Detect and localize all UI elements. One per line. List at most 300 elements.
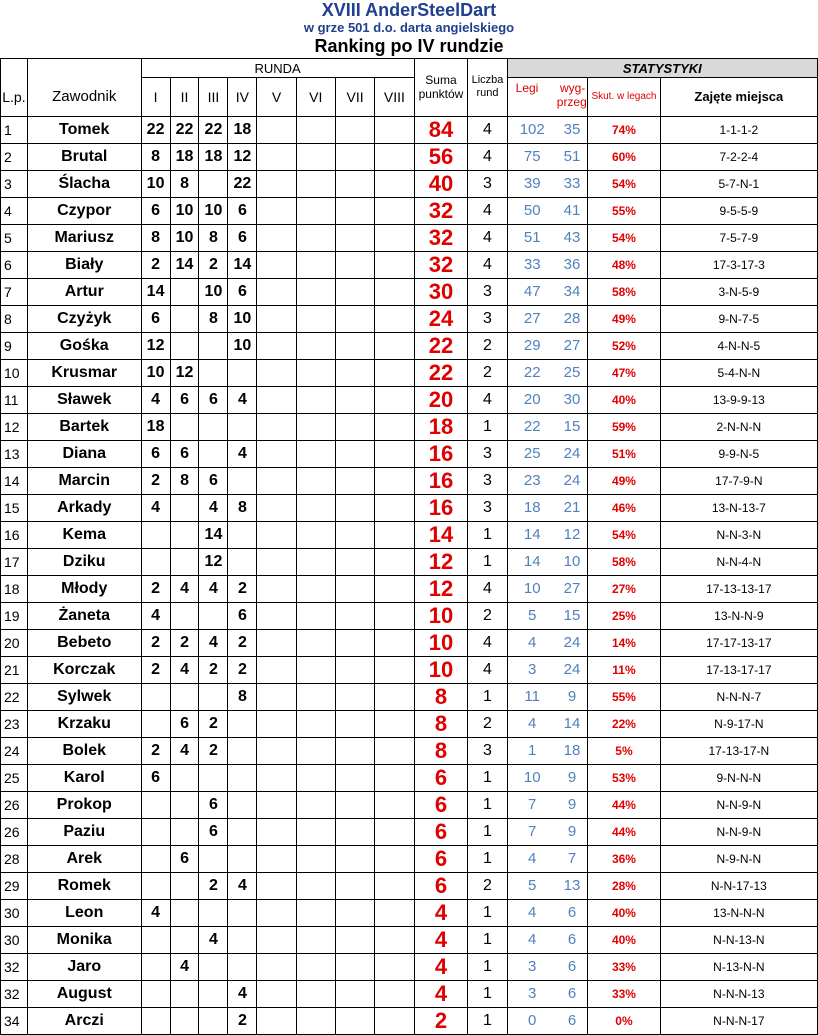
leg-efficiency: 59% (588, 413, 660, 440)
przeg-label: przeg (556, 95, 587, 109)
round-score-5 (257, 899, 296, 926)
round-score-5 (257, 467, 296, 494)
round-score-7 (335, 467, 374, 494)
points-sum: 8 (414, 683, 468, 710)
round-score-4: 2 (228, 575, 257, 602)
round-score-8 (375, 710, 414, 737)
round-score-4: 6 (228, 224, 257, 251)
table-row (1, 683, 818, 710)
table-row (1, 305, 818, 332)
round-score-2: 6 (170, 710, 199, 737)
round-score-6 (296, 359, 335, 386)
round-score-2: 4 (170, 737, 199, 764)
player-name: Leon (27, 899, 141, 926)
leg-efficiency: 33% (588, 953, 660, 980)
points-sum: 16 (414, 467, 468, 494)
round-score-2: 10 (170, 224, 199, 251)
round-score-7 (335, 440, 374, 467)
rounds-count: 3 (468, 440, 507, 467)
round-score-2 (170, 764, 199, 791)
round-score-4: 10 (228, 305, 257, 332)
round-score-7 (335, 872, 374, 899)
legs-won: 22 (507, 413, 557, 440)
round-score-6 (296, 710, 335, 737)
rounds-count: 1 (468, 899, 507, 926)
places-taken: 13-N-N-N (660, 899, 817, 926)
legs-lost: 24 (557, 629, 588, 656)
player-name: Arczi (27, 1007, 141, 1034)
round-score-2: 6 (170, 440, 199, 467)
round-score-8 (375, 305, 414, 332)
places-taken: N-N-9-N (660, 818, 817, 845)
legs-won: 7 (507, 791, 557, 818)
places-taken: 13-9-9-13 (660, 386, 817, 413)
leg-efficiency: 27% (588, 575, 660, 602)
leg-efficiency: 36% (588, 845, 660, 872)
table-row (1, 197, 818, 224)
round-score-2 (170, 818, 199, 845)
round-score-7 (335, 224, 374, 251)
round-score-8 (375, 143, 414, 170)
leg-efficiency: 28% (588, 872, 660, 899)
round-score-7 (335, 818, 374, 845)
round-score-1: 10 (141, 170, 170, 197)
legs-lost: 9 (557, 791, 588, 818)
round-score-6 (296, 467, 335, 494)
round-score-4: 8 (228, 683, 257, 710)
row-lp: 26 (1, 818, 28, 845)
round-score-5 (257, 440, 296, 467)
leg-efficiency: 11% (588, 656, 660, 683)
row-lp: 30 (1, 899, 28, 926)
round-score-5 (257, 116, 296, 143)
places-taken: N-N-17-13 (660, 872, 817, 899)
round-score-7 (335, 602, 374, 629)
round-score-3: 4 (199, 575, 228, 602)
table-row (1, 872, 818, 899)
points-sum: 6 (414, 764, 468, 791)
table-row (1, 170, 818, 197)
table-row (1, 926, 818, 953)
round-score-4 (228, 791, 257, 818)
row-lp: 22 (1, 683, 28, 710)
legs-lost: 6 (557, 926, 588, 953)
player-name: Karol (27, 764, 141, 791)
table-row (1, 494, 818, 521)
round-score-2: 4 (170, 953, 199, 980)
round-score-7 (335, 359, 374, 386)
round-score-7 (335, 710, 374, 737)
places-taken: 17-17-13-17 (660, 629, 817, 656)
round-score-6 (296, 170, 335, 197)
round-score-5 (257, 359, 296, 386)
player-name: Krusmar (27, 359, 141, 386)
player-name: Artur (27, 278, 141, 305)
points-sum: 22 (414, 332, 468, 359)
round-score-6 (296, 683, 335, 710)
round-score-2 (170, 602, 199, 629)
round-score-7 (335, 413, 374, 440)
points-sum: 10 (414, 602, 468, 629)
round-score-7 (335, 899, 374, 926)
round-score-7 (335, 953, 374, 980)
table-row (1, 440, 818, 467)
leg-efficiency: 22% (588, 710, 660, 737)
places-taken: 9-5-5-9 (660, 197, 817, 224)
round-score-1: 22 (141, 116, 170, 143)
rounds-count: 1 (468, 683, 507, 710)
rounds-count: 4 (468, 251, 507, 278)
table-row (1, 791, 818, 818)
round-score-4 (228, 548, 257, 575)
round-score-1 (141, 980, 170, 1007)
round-score-3: 4 (199, 629, 228, 656)
name-header: Zawodnik (27, 78, 141, 117)
round-score-7 (335, 980, 374, 1007)
round-score-1: 8 (141, 143, 170, 170)
places-taken: N-9-17-N (660, 710, 817, 737)
row-lp: 19 (1, 602, 28, 629)
row-lp: 6 (1, 251, 28, 278)
player-name: Bartek (27, 413, 141, 440)
player-name: Młody (27, 575, 141, 602)
points-sum: 6 (414, 845, 468, 872)
points-sum: 24 (414, 305, 468, 332)
round-score-5 (257, 548, 296, 575)
row-lp: 26 (1, 791, 28, 818)
round-score-3: 6 (199, 386, 228, 413)
round-header-4: IV (228, 78, 257, 117)
stats-header: STATYSTYKI (507, 59, 817, 78)
round-score-7 (335, 305, 374, 332)
places-taken: 17-13-17-N (660, 737, 817, 764)
round-score-3 (199, 980, 228, 1007)
round-score-1: 2 (141, 737, 170, 764)
points-sum: 4 (414, 953, 468, 980)
rounds-count: 2 (468, 359, 507, 386)
legs-lost: 12 (557, 521, 588, 548)
points-sum: 16 (414, 494, 468, 521)
player-name: Bolek (27, 737, 141, 764)
legs-won: 0 (507, 1007, 557, 1034)
round-score-2: 6 (170, 845, 199, 872)
places-taken: 13-N-N-9 (660, 602, 817, 629)
round-score-3: 8 (199, 224, 228, 251)
leg-efficiency: 54% (588, 224, 660, 251)
legs-won: 102 (507, 116, 557, 143)
row-lp: 14 (1, 467, 28, 494)
round-score-2: 10 (170, 197, 199, 224)
player-name: Gośka (27, 332, 141, 359)
round-score-4: 6 (228, 602, 257, 629)
page-subtitle: w grze 501 d.o. darta angielskiego (303, 20, 515, 35)
round-score-2 (170, 926, 199, 953)
points-sum: 4 (414, 980, 468, 1007)
places-taken: N-9-N-N (660, 845, 817, 872)
rounds-count: 3 (468, 467, 507, 494)
round-score-8 (375, 872, 414, 899)
places-taken: N-N-N-7 (660, 683, 817, 710)
round-score-3 (199, 764, 228, 791)
round-score-3: 10 (199, 197, 228, 224)
table-row (1, 386, 818, 413)
places-taken: 5-4-N-N (660, 359, 817, 386)
points-sum: 20 (414, 386, 468, 413)
round-score-2 (170, 494, 199, 521)
round-score-1: 6 (141, 440, 170, 467)
round-score-1 (141, 872, 170, 899)
leg-efficiency: 60% (588, 143, 660, 170)
round-header-5: V (257, 78, 296, 117)
round-score-6 (296, 224, 335, 251)
round-score-5 (257, 521, 296, 548)
places-taken: 17-13-13-17 (660, 575, 817, 602)
leg-efficiency: 40% (588, 899, 660, 926)
legs-lost: 33 (557, 170, 588, 197)
legs-won: 5 (507, 602, 557, 629)
row-lp: 28 (1, 845, 28, 872)
rounds-count: 4 (468, 224, 507, 251)
leg-efficiency: 58% (588, 548, 660, 575)
points-sum: 56 (414, 143, 468, 170)
legs-lost: 43 (557, 224, 588, 251)
round-score-7 (335, 251, 374, 278)
round-score-7 (335, 791, 374, 818)
table-row (1, 656, 818, 683)
round-score-8 (375, 629, 414, 656)
points-sum: 32 (414, 251, 468, 278)
player-name: Prokop (27, 791, 141, 818)
legs-lost: 15 (557, 413, 588, 440)
legs-won: 14 (507, 521, 557, 548)
round-score-7 (335, 845, 374, 872)
legs-won: 3 (507, 953, 557, 980)
points-sum: 22 (414, 359, 468, 386)
round-score-8 (375, 278, 414, 305)
points-sum: 12 (414, 548, 468, 575)
places-taken: 1-1-1-2 (660, 116, 817, 143)
round-score-7 (335, 197, 374, 224)
round-score-1: 4 (141, 386, 170, 413)
round-score-1: 2 (141, 575, 170, 602)
round-score-4 (228, 710, 257, 737)
round-score-2: 4 (170, 656, 199, 683)
round-score-3 (199, 440, 228, 467)
round-score-1 (141, 710, 170, 737)
round-score-7 (335, 1007, 374, 1034)
round-score-6 (296, 413, 335, 440)
rounds-count: 2 (468, 872, 507, 899)
round-score-6 (296, 548, 335, 575)
round-score-6 (296, 386, 335, 413)
rounds-count: 1 (468, 548, 507, 575)
table-row (1, 845, 818, 872)
row-lp: 4 (1, 197, 28, 224)
row-lp: 34 (1, 1007, 28, 1034)
player-name: Marcin (27, 467, 141, 494)
round-header-3: III (199, 78, 228, 117)
round-header-7: VII (335, 78, 374, 117)
points-sum: 14 (414, 521, 468, 548)
round-score-6 (296, 197, 335, 224)
rounds-count: 1 (468, 764, 507, 791)
round-score-4 (228, 467, 257, 494)
legs-won: 10 (507, 575, 557, 602)
round-score-1: 14 (141, 278, 170, 305)
legs-won: 33 (507, 251, 557, 278)
legs-lost: 24 (557, 440, 588, 467)
round-score-2: 18 (170, 143, 199, 170)
round-score-5 (257, 197, 296, 224)
leg-efficiency: 55% (588, 197, 660, 224)
round-score-4 (228, 764, 257, 791)
rounds-count: 1 (468, 953, 507, 980)
round-score-4 (228, 521, 257, 548)
round-score-8 (375, 116, 414, 143)
table-row (1, 953, 818, 980)
ranking-body (1, 116, 818, 1034)
round-score-4: 4 (228, 386, 257, 413)
legs-lost: 25 (557, 359, 588, 386)
rounds-count: 4 (468, 386, 507, 413)
round-score-2: 12 (170, 359, 199, 386)
legs-lost: 27 (557, 332, 588, 359)
row-lp: 13 (1, 440, 28, 467)
round-score-2: 6 (170, 386, 199, 413)
round-score-7 (335, 683, 374, 710)
leg-efficiency: 25% (588, 602, 660, 629)
round-score-3: 2 (199, 872, 228, 899)
player-name: Czyżyk (27, 305, 141, 332)
round-score-6 (296, 116, 335, 143)
leg-efficiency: 0% (588, 1007, 660, 1034)
legs-won: 27 (507, 305, 557, 332)
round-score-2: 2 (170, 629, 199, 656)
table-row (1, 710, 818, 737)
legs-won: 3 (507, 656, 557, 683)
places-taken: 13-N-13-7 (660, 494, 817, 521)
round-score-4: 22 (228, 170, 257, 197)
points-sum: 6 (414, 872, 468, 899)
rounds-count: 3 (468, 737, 507, 764)
player-name: Sylwek (27, 683, 141, 710)
legs-won: 7 (507, 818, 557, 845)
row-lp: 1 (1, 116, 28, 143)
round-score-6 (296, 845, 335, 872)
round-header-8: VIII (375, 78, 414, 117)
round-score-2 (170, 683, 199, 710)
places-taken: 7-2-2-4 (660, 143, 817, 170)
legs-lost: 18 (557, 737, 588, 764)
rounds-count: 2 (468, 710, 507, 737)
round-score-2 (170, 332, 199, 359)
row-lp: 7 (1, 278, 28, 305)
legs-lost: 51 (557, 143, 588, 170)
round-score-4 (228, 359, 257, 386)
round-score-3 (199, 170, 228, 197)
leg-efficiency: 33% (588, 980, 660, 1007)
rounds-count: 4 (468, 116, 507, 143)
player-name: Krzaku (27, 710, 141, 737)
round-score-1 (141, 521, 170, 548)
player-name: Arek (27, 845, 141, 872)
round-score-7 (335, 764, 374, 791)
round-score-2 (170, 791, 199, 818)
player-name: Mariusz (27, 224, 141, 251)
round-score-3: 2 (199, 737, 228, 764)
skut-header: Skut. w legach (588, 78, 660, 117)
legs-won: 23 (507, 467, 557, 494)
round-score-3: 6 (199, 467, 228, 494)
name-header-top (27, 59, 141, 78)
row-lp: 18 (1, 575, 28, 602)
row-lp: 9 (1, 332, 28, 359)
legs-lost: 35 (557, 116, 588, 143)
row-lp: 12 (1, 413, 28, 440)
round-score-2 (170, 521, 199, 548)
rounds-count: 2 (468, 332, 507, 359)
leg-efficiency: 40% (588, 926, 660, 953)
round-score-8 (375, 521, 414, 548)
round-score-1: 10 (141, 359, 170, 386)
round-score-8 (375, 980, 414, 1007)
leg-efficiency: 47% (588, 359, 660, 386)
table-row (1, 521, 818, 548)
round-score-3: 6 (199, 818, 228, 845)
rounds-count: 1 (468, 980, 507, 1007)
round-score-3 (199, 602, 228, 629)
table-row (1, 278, 818, 305)
legs-won: 11 (507, 683, 557, 710)
round-score-2 (170, 1007, 199, 1034)
round-score-5 (257, 953, 296, 980)
round-score-6 (296, 278, 335, 305)
legs-lost: 14 (557, 710, 588, 737)
round-score-8 (375, 602, 414, 629)
round-score-4 (228, 413, 257, 440)
round-score-3 (199, 1007, 228, 1034)
places-taken: N-N-N-13 (660, 980, 817, 1007)
player-name: Biały (27, 251, 141, 278)
round-score-7 (335, 386, 374, 413)
round-score-3: 14 (199, 521, 228, 548)
legs-lost: 7 (557, 845, 588, 872)
leg-efficiency: 49% (588, 305, 660, 332)
round-score-1 (141, 683, 170, 710)
round-score-6 (296, 899, 335, 926)
legs-won: 22 (507, 359, 557, 386)
player-name: Bebeto (27, 629, 141, 656)
round-score-2: 14 (170, 251, 199, 278)
places-taken: 5-7-N-1 (660, 170, 817, 197)
points-sum: 32 (414, 224, 468, 251)
round-score-3: 4 (199, 926, 228, 953)
table-row (1, 575, 818, 602)
round-score-5 (257, 764, 296, 791)
round-score-6 (296, 332, 335, 359)
leg-efficiency: 74% (588, 116, 660, 143)
rounds-count: 4 (468, 143, 507, 170)
round-score-8 (375, 683, 414, 710)
rounds-count: 4 (468, 656, 507, 683)
round-score-4: 6 (228, 278, 257, 305)
player-name: Sławek (27, 386, 141, 413)
legs-won: 39 (507, 170, 557, 197)
table-row (1, 224, 818, 251)
points-sum: 16 (414, 440, 468, 467)
row-lp: 23 (1, 710, 28, 737)
places-taken: N-N-4-N (660, 548, 817, 575)
